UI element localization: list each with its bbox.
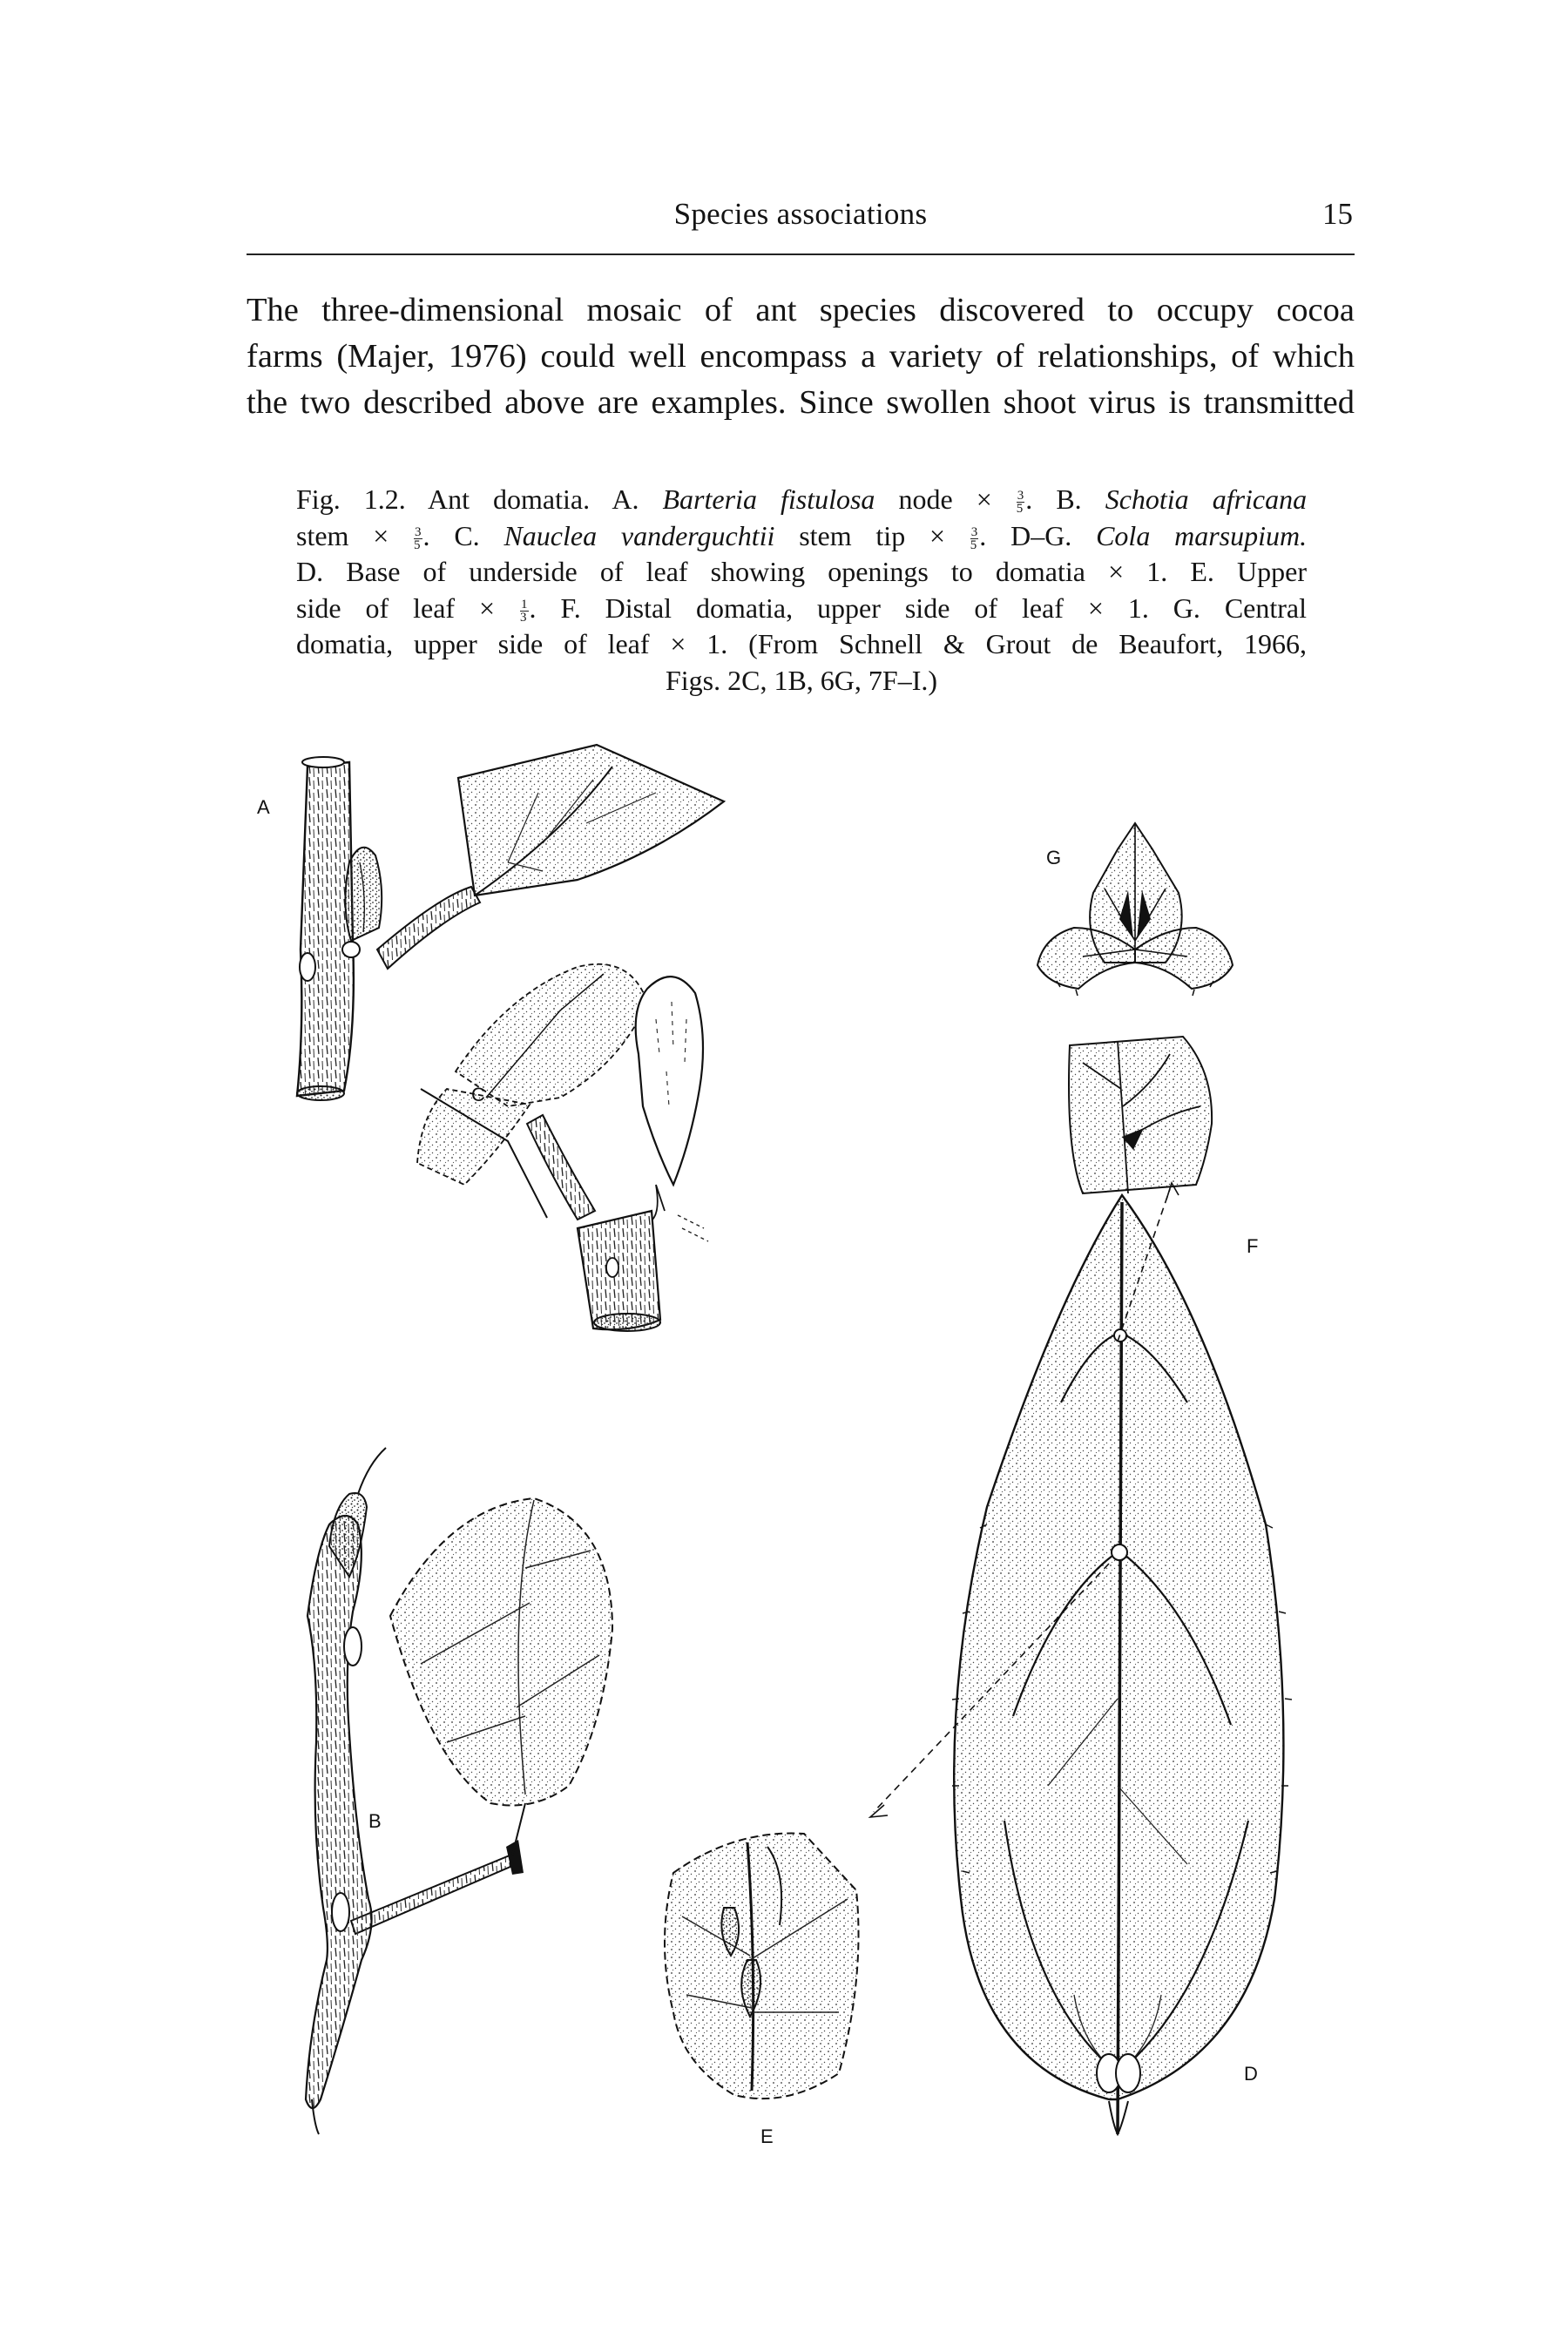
fraction-c: $\frac{3}{5}$: [970, 524, 978, 552]
running-head: [247, 190, 1355, 242]
caption-b-part: stem ×: [296, 519, 389, 551]
caption-b-species: Schotia africana: [1105, 483, 1308, 515]
panel-g-drawing: [1037, 823, 1233, 996]
figure-ant-domatia: [247, 740, 1355, 2230]
panel-label-d: D: [1244, 2063, 1258, 2085]
caption-line-4: side of leaf × $\frac{1}{3}$ . F. Distal domatia, upper side of leaf × 1. G. Central: [296, 591, 1308, 625]
caption-line-5: domatia, upper side of leaf × 1. (From Schnell & Grout de Beaufort, 1966,: [296, 628, 1307, 659]
caption-dg-label: D–G.: [1010, 519, 1072, 551]
fraction-a: $\frac{3}{5}$: [1016, 489, 1024, 517]
running-title: Species associations: [673, 197, 928, 231]
caption-b-label: B.: [1056, 483, 1082, 515]
caption-c-species: Nauclea vanderguchtii: [504, 519, 775, 551]
caption-c-part: stem tip ×: [799, 519, 946, 551]
panel-label-b: B: [368, 1810, 382, 1832]
body-line-1: The three-dimensional mosaic of ant species discovered to occupy cocoa: [247, 292, 1355, 328]
panel-label-e: E: [760, 2126, 774, 2147]
body-line-3: the two described above are examples. Since swollen shoot virus is transmitted: [247, 384, 1355, 421]
fraction-e: $\frac{1}{3}$: [520, 597, 528, 625]
panel-label-a: A: [257, 796, 270, 818]
page-number: 15: [1322, 197, 1353, 231]
panel-f-drawing: [1069, 1037, 1212, 1193]
figure-illustration: [247, 740, 1355, 2230]
caption-line-2: stem × $\frac{3}{5}$ . C. Nauclea vanderguchtii stem tip × $\frac{3}{5}$ . D–G. Cola marsupium.: [296, 519, 1308, 552]
panel-label-g: G: [1046, 847, 1062, 868]
panel-d-drawing: [870, 1183, 1292, 2134]
caption-a-part: node ×: [898, 483, 992, 515]
figure-caption: [296, 482, 1307, 699]
fig-title: Ant domatia.: [427, 483, 591, 515]
panel-e-drawing: [665, 1834, 859, 2099]
body-paragraph: [247, 287, 1355, 426]
panel-label-c: C: [471, 1084, 485, 1105]
caption-a-label: A.: [612, 483, 639, 515]
caption-line-3: D. Base of underside of leaf showing openings to domatia × 1. E. Upper: [296, 556, 1307, 587]
panel-label-f: F: [1247, 1235, 1259, 1257]
panel-c-drawing: [417, 964, 708, 1331]
caption-a-species: Barteria fistulosa: [662, 483, 875, 515]
caption-line-1: Fig. 1.2. Ant domatia. A. Barteria fistulosa node × $\frac{3}{5}$ . B. Schotia africana: [296, 483, 1308, 517]
header-rule: [247, 253, 1355, 255]
body-line-2: farms (Majer, 1976) could well encompass a variety of relationships, of which: [247, 338, 1355, 375]
panel-b-drawing: [306, 1448, 612, 2134]
caption-e-text: side of leaf ×: [296, 591, 496, 624]
caption-dg-species: Cola marsupium.: [1096, 519, 1308, 551]
fraction-b: $\frac{3}{5}$: [414, 524, 422, 552]
caption-c-label: C.: [454, 519, 480, 551]
caption-f-text: F. Distal domatia, upper side of leaf × 1. G. Central: [560, 591, 1308, 624]
fig-label: Fig. 1.2.: [296, 483, 406, 515]
caption-line-6: Figs. 2C, 1B, 6G, 7F–I.): [665, 664, 938, 696]
